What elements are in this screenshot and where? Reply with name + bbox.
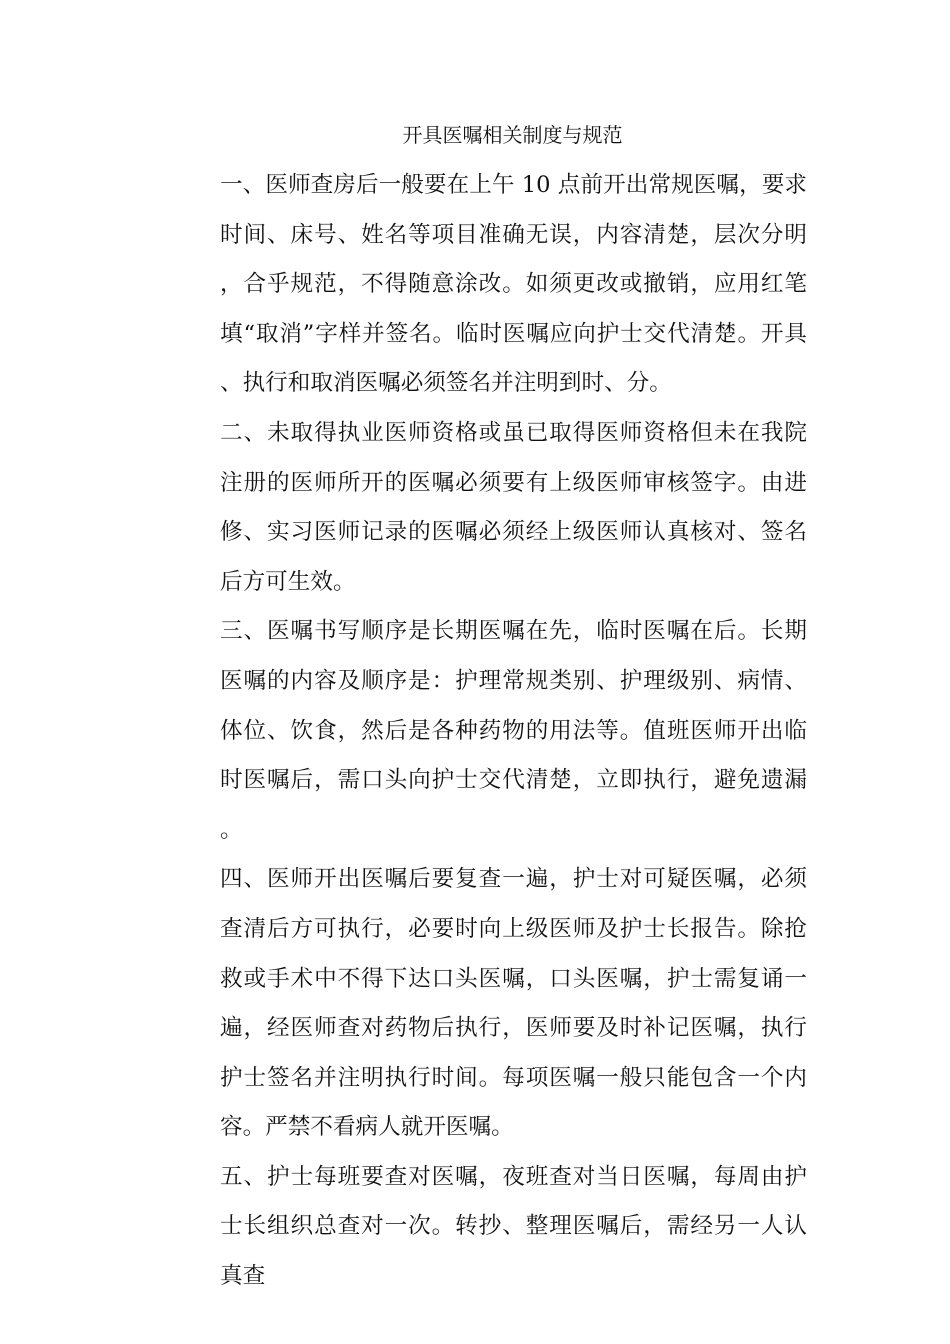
paragraph-2: 二、未取得执业医师资格或虽已取得医师资格但未在我院注册的医师所开的医嘱必须要有上级医师审核签字。由进修、实习医师记录的医嘱必须经上级医师认真核对、签名后方可生效。 xyxy=(220,419,807,595)
document-title: 开具医嘱相关制度与规范 xyxy=(402,123,623,147)
paragraph-3: 三、医嘱书写顺序是长期医嘱在先，临时医嘱在后。长期医嘱的内容及顺序是：护理常规类别、护理级别、病情、体位、饮食，然后是各种药物的用法等。值班医师开出临时医嘱后，需口头向护士交代清楚，立即执行，避免遗漏。 xyxy=(220,618,807,843)
paragraph-1: 一、医师查房后一般要在上午 10 点前开出常规医嘱，要求时间、床号、姓名等项目准确无误，内容清楚，层次分明，合乎规范，不得随意涂改。如须更改或撤销，应用红笔填“取消”字样并签名。临时医嘱应向护士交代清楚。开具、执行和取消医嘱必须签名并注明到时、分。 xyxy=(220,172,807,397)
paragraph-4: 四、医师开出医嘱后要复查一遍，护士对可疑医嘱，必须查清后方可执行，必要时向上级医师及护士长报告。除抢救或手术中不得下达口头医嘱，口头医嘱，护士需复诵一遍，经医师查对药物后执行，医师要及时补记医嘱，执行护士签名并注明执行时间。每项医嘱一般只能包含一个内容。严禁不看病人就开医嘱。 xyxy=(220,866,807,1141)
paragraph-5: 五、护士每班要查对医嘱，夜班查对当日医嘱，每周由护士长组织总查对一次。转抄、整理医嘱后，需经另一人认真查 xyxy=(220,1163,807,1290)
document-body xyxy=(220,161,807,1302)
